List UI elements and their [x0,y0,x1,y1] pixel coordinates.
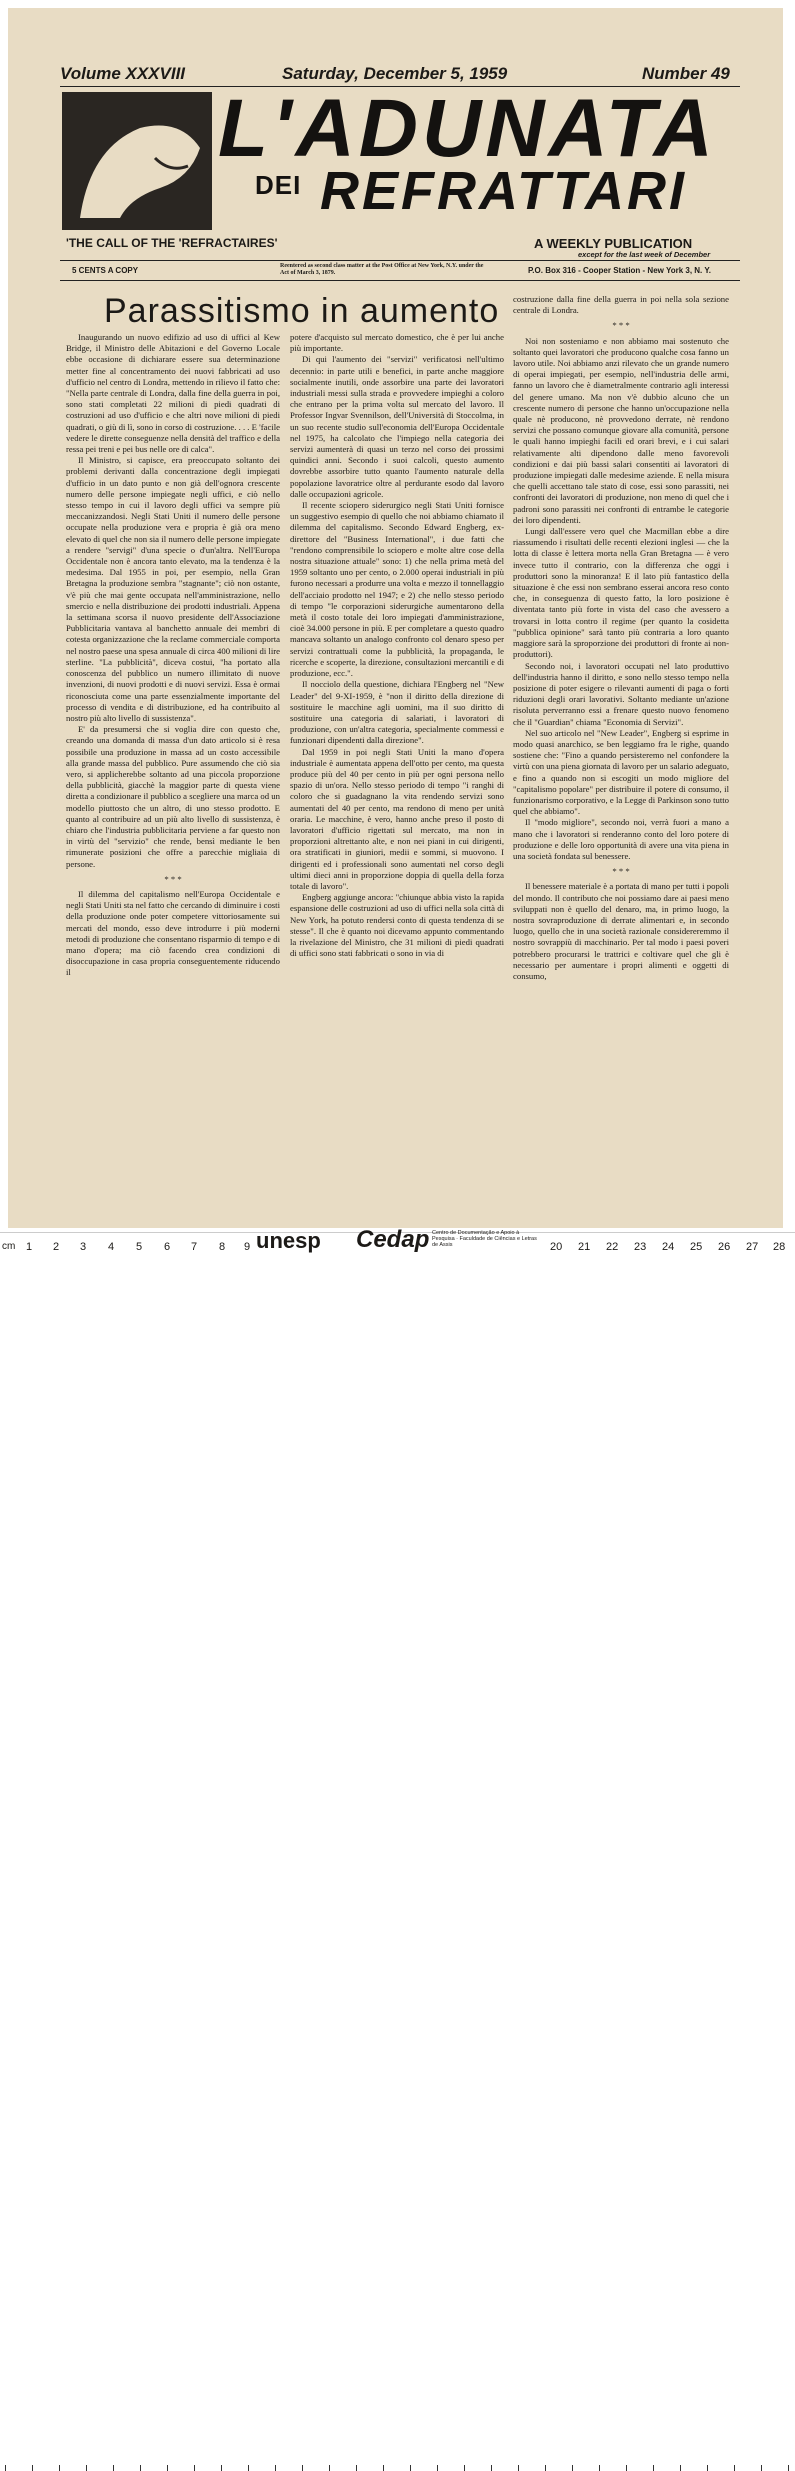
ruler-ticks [5,2465,795,2471]
paragraph: potere d'acquisto sul mercato domestico, che è per lui anche più importante. [290,332,504,354]
cedap-logo: Cedap [356,1226,430,1253]
paragraph: Il benessere materiale è a portata di mano per tutti i popoli del mondo. Il contributo che noi possiamo dare ai paesi meno sviluppati non è quello del denaro, ma, in primo luogo, la nostra sovraproduzione di derrate alimentari e, in secondo luogo, quello che in una società razionale considereremmo il nostro sovrappiù di macchinario. Per tal modo i paesi poveri potrebbero procurarsi le trattrici e coltivare quel che gli è necessario per aumentare i propri alimenti e oggetti di consumo, [513,881,729,981]
ruler-number: 27 [746,1241,759,1253]
nameplate-title-line1: L'ADUNATA [218,83,717,174]
paragraph: Inaugurando un nuovo edifizio ad uso di uffici al Kew Bridge, il Ministro delle Abitazioni e del Governo Locale ebbe occasione di dichiarare essere sua determinazione metter fine al concentramento dei nuovi fabbricati ad uso d'ufficio nel centro di Londra, mettendo in rilievo il fatto che: "Nella parte centrale di Londra, dalla fine della guerra in poi, sono stati completati 22 milioni di piedi quadrati di costruzioni ad uso d'ufficio e che altri nove milioni di piedi quadrati, o giù di lì, sono in corso di costruzione. . . . E 'facile vedere le dirette conseguenze nella densità del traffico e della ressa pei treni e pei bus nelle ore di calca". [66,332,280,455]
paragraph: Lungi dall'essere vero quel che Macmillan ebbe a dire riassumendo i risultati delle recenti elezioni inglesi — che la lotta di classe è lettera morta nella Gran Bretagna — è vero invece tutto il contrario, con la differenza che oggi i produttori sono la minoranza! E il lato più fantastico della situazione è che essi non sembrano esserai ancora reso conto che, in conseguenza di questo fatto, la loro posizione è diventata tanto più forte in vista del caso che avessero a trovarsi in lotta contro il regime (per quanto la cosidetta "pubblica opinione" sarà tanto più contraria a loro quanto maggiore sarà la sproporzione dei produttori di fronte ai non-produttori). [513,526,729,660]
ruler-number: 2 [53,1241,60,1253]
paragraph: Il Ministro, si capisce, era preoccupato soltanto dei problemi derivanti dalla concentrazione degli impiegati d'ufficio in un dato punto e non già dell'ognora crescente numero delle persone impiegate negli uffici, e ciò nello stesso tempo in cui il lavoro degli uffici va sempre più meccanizzandosi. Negli Stati Uniti il numero delle persone occupate nella produzione vera e propria è già ora meno elevato di quel che non sia il numero delle persone impiegate a rendere "servigi" d'una specie o d'un'altra. Nell'Europa Occidentale non è ancora tanto elevato, ma la tendenza è la medesima. Dal 1955 in poi, per esempio, nella Gran Bretagna la produzione sembra "stagnante"; ciò non ostante, v'è più che mai gente occupata nell'amministrazione, nello smercio e nella distribuzione dei prodotti industriali. Appena la settimana scorsa il nuovo presidente dell'Associazione Pubblicitaria vantava al banchetto annuale dei membri di cotesta organizzazione che la reclame commerciale comporta nel nostro paese una spesa annuale di circa 400 milioni di lire sterline. "La pubblicità", diceva costui, "ha portato alla conoscenza del pubblico un numero illimitato di nuove invenzioni, di nuovi prodotti e di nuovi servizi. Essa è ormai riconosciuta come una parte essenzialmente importante del processo di vendita e di distribuzione, ed ha contribuito al nostro più alto livello di sussistenza". [66,455,280,723]
ruler-number: 8 [219,1241,226,1253]
article-column-3 [513,294,729,1160]
paragraph: Nel suo articolo nel "New Leader", Engberg si esprime in modo quasi anarchico, se ben leggiamo fra le righe, quando sostiene che: "Fino a quando persisteremo nel confondere la virtù con una piena giornata di lavoro per un salario adeguato, e fino a quando non si escogiti un modo migliore del "capitalismo popolare" per distribuire il potere di consumo, il funzionarismo corporativo, e la Legge di Parkinson sono tutto quel che abbiamo". [513,727,729,817]
paragraph: Dal 1959 in poi negli Stati Uniti la mano d'opera industriale è aumentata appena dell'otto per cento, ma questa produce più del 40 per cento in più per ogni persona nello spazio di un'ora. Nello stesso periodo di tempo "i ranghi di coloro che si guadagnano la vita rendendo servizi sono aumentati del 40 per cento, ma rendono di meno per unità oraria. Le macchine, è vero, hanno anche preso il posto di lavoratori d'ufficio rigettati sul mercato, ma non in proporzioni altrettanto alte, e non nei piani in cui dirigenti, ora stratificati in giuniori, medii e sommi, si muovono. I dirigenti ed i professionali sono aumentati nel corso degli ultimi dieci anni in proporzione doppia di quella della forza totale di lavoro". [290,746,504,891]
ruler-number: 20 [550,1241,563,1253]
section-separator: * * * [612,866,630,877]
info-bottom-rule [60,280,740,281]
ruler-number: 23 [634,1241,647,1253]
article-column-1 [66,332,280,1160]
tagline-weekly: A WEEKLY PUBLICATION [534,236,693,251]
ruler-unit: cm [2,1241,16,1252]
paragraph: Il nocciolo della questione, dichiara l'Engberg nel "New Leader" del 9-XI-1959, è "non il diritto della direzione di sostituire le macchine agli uomini, ma il suo diritto di sostituire una categoria di salariati, i lavoratori di produzione, con un'altra categoria, specialmente commessi e funzionari dipendenti dalla direzione". [290,679,504,746]
paragraph: Noi non sosteniamo e non abbiamo mai sostenuto che soltanto quei lavoratori che producono qualche cosa fanno un lavoro utile. Noi abbiamo anzi rilevato che un grande numero di operai impiegati, per esempio, nell'industria delle armi, fanno un lavoro che è diametralmente contrario agli interessi del genere umano. Ma non v'è dubbio alcuno che un crescente numero di persone che hanno un'occupazione nella quale nè producono, nè provvedono derrate, nè rendono servizi che possano comunque giovare alla comunità, persone le quali hanno impieghi facili ed orari brevi, e i cui salari relativamente alti dipendono dalle meno favorevoli condizioni e dai più bassi salari consentiti ai lavoratori di produzione impiegati dalle medesime aziende. E nella misura che quelli accettano tale stato di cose, essi sono parassiti, nei confronti dei lavoratori di produzione, non meno di quel che i padroni sono parassiti nei confronti di entrambe le categorie dei loro dipendenti. [513,335,729,525]
article-column-2 [290,332,504,1160]
issue-date: Saturday, December 5, 1959 [282,64,508,83]
ruler-number: 7 [191,1241,198,1253]
cedap-subtitle: Centro de Documentação e Apoio à Pesquisa · Faculdade de Ciências e Letras de Assis [432,1230,537,1248]
ruler-number: 21 [578,1241,591,1253]
nameplate-title-line2: REFRATTARI [320,161,687,221]
paragraph: E' da presumersi che si voglia dire con questo che, creando una domanda di massa d'un dato articolo si è resa possibile una produzione in massa ad un costo accessibile alla grande massa del pubblico. Pure assumendo che ciò sia vero, si applicherebbe soltanto ad una piccola proporzione della pubblicità, giacchè la maggior parte di questa viene diretta a condizionare il pubblico a scegliere una marca od un modello piuttosto che un altro, di uno stesso prodotto. E quanto al contribuire ad un più alto livello di sussistenza, è chiaro che l'industria pubblicitaria perviene a far questo non in virtù del "servizio" che rende, bensì mediante le ben rimunerate posizioni che offre a parecchie migliaia di persone. [66,724,280,869]
ruler-number: 3 [80,1241,87,1253]
section-separator: * * * [612,320,630,331]
unesp-logo: unesp [256,1228,321,1253]
info-top-rule [60,260,740,261]
newspaper-nameplate [60,83,740,234]
paragraph: Di qui l'aumento dei "servizi" verificatosi nell'ultimo decennio: in parte utili e benefici, in parte anche maggiore socialmente inutili, onde assorbire una parte dei lavoratori industriali messi sulla strada e provvedere impieghi a coloro che entrano per la prima volta sul mercato del lavoro. Il Professor Ingvar Svennilson, dell'Università di Stoccolma, in un suo recente studio sull'economia dell'Europa Occidentale nel 1975, ha calcolato che l'impiego nella categoria dei servizi aumenterà di quasi un terzo nel corso dei prossimi quindici anni. Secondo i suoi calcoli, questo aumento dovrebbe assorbire tutto quanto l'aumento naturale della popolazione lavoratrice oltre al perdurante esodo dal lavoro dalle occupazioni agricole. [290,354,504,499]
tagline-except: except for the last week of December [578,250,711,259]
paragraph: Il "modo migliore", secondo noi, verrà fuori a mano a mano che i lavoratori si renderanno conto del loro potere di produzione e delle loro opportunità di avere una vita piena in una società fondata sul benessere. [513,817,729,861]
ruler-number: 26 [718,1241,731,1253]
ruler-number: 6 [164,1241,171,1253]
ruler-number: 22 [606,1241,619,1253]
nameplate-title-dei: DEI [255,170,302,200]
ruler-number: 28 [773,1241,786,1253]
ruler-number: 9 [244,1241,251,1253]
paragraph: Engberg aggiunge ancora: "chiunque abbia visto la rapida espansione delle costruzioni ad uso di uffici nella sola città di New York, ha potuto rendersi conto di questa tendenza di se stesse". Il che è quanto noi dicevamo appunto commentando la rivelazione del Ministro, che 31 milioni di piedi quadrati di uffici sono stati fabbricati o sono in via di [290,892,504,959]
ruler-number: 24 [662,1241,675,1253]
ruler-number: 1 [26,1241,33,1253]
paragraph: Il recente sciopero siderurgico negli Stati Uniti fornisce un suggestivo esempio di quello che noi abbiamo chiamato il dilemma del capitalismo. Secondo Edward Engberg, ex-direttore del "Business International", i due fatti che "rendono comprensibile lo sciopero e molte altre cose della nostra situazione attuale" sono: 1) che nella prima metà del 1959 soltanto uno per cento, o 2.000 operai industriali in più furono necessari a produrre una volta e mezzo il tonnellaggio dell'acciaio prodotto nel 1947; e 2) che nello stesso periodo di tempo "le corporazioni siderurgiche aumentarono della metà il costo totale dei loro impiegati d'amministrazione, cioè 34.000 persone in più. E per completare a questo quadro mancava soltanto un analogo confronto col denaro speso per servizi contrattuali come la pubblicità, la propaganda, le ricerche e scoperte, la direzione, consultazioni mercantili e di produzione, ecc.". [290,500,504,679]
paragraph: Secondo noi, i lavoratori occupati nel lato produttivo dell'industria hanno il diritto, e sono nello stesso tempo nella posizione di poter esigere o rilevanti aumenti di paga o forti riduzioni degli orari lavorativi. Soltanto mediante un'azione risoluta perverranno essi a frenare questo nuovo fenomeno che il "Guardian" chiama "Economia di Servizi". [513,660,729,727]
paragraph: costruzione dalla fine della guerra in poi nella sola sezione centrale di Londra. [513,294,729,316]
po-box-address: P.O. Box 316 - Cooper Station - New York 3, N. Y. [528,266,712,275]
article-headline: Parassitismo in aumento [104,292,500,330]
issue-number: Number 49 [642,64,730,83]
ruler-number: 4 [108,1241,115,1253]
price-label: 5 CENTS A COPY [72,266,139,275]
nameplate-figure-illustration [60,88,220,234]
postal-entry-note: Reentered as second class matter at the Post Office at New York, N.Y. under the Act of March 3, 1879. [280,263,484,277]
ruler-number: 5 [136,1241,143,1253]
tagline-call: 'THE CALL OF THE 'REFRACTAIRES' [66,236,278,250]
section-separator: * * * [164,873,182,884]
volume-label: Volume XXXVIII [60,64,186,83]
paragraph: Il dilemma del capitalismo nell'Europa Occidentale e negli Stati Uniti sta nel fatto che cercando di diminuire i costi della produzione onde poter competere vittoriosamente sui mercati del mondo, esso deve introdurre i più moderni metodi di produzione che consentano risparmio di tempo e di mano d'opera; ma ciò facendo crea condizioni di disoccupazione in casa propria conseguentemente riducendo il [66,888,280,978]
ruler-number: 25 [690,1241,703,1253]
